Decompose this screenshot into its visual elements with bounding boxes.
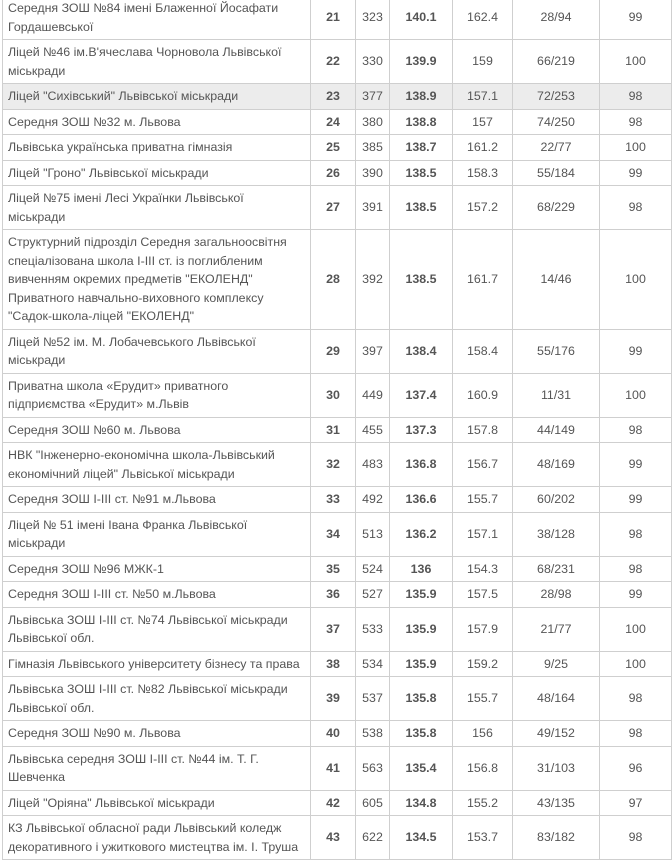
school-name-cell: Ліцей "Гроно" Львівської міськради bbox=[3, 160, 311, 186]
table-row bbox=[3, 816, 672, 860]
place-cell: 323 bbox=[356, 0, 390, 40]
school-name-cell: Гімназія Львівського університету бізнесу та права bbox=[3, 651, 311, 677]
score-cell: 137.4 bbox=[390, 373, 453, 417]
score-cell: 140.1 bbox=[390, 0, 453, 40]
ratio-cell: 22/77 bbox=[513, 135, 600, 161]
table-row bbox=[3, 607, 672, 651]
percent-cell: 98 bbox=[600, 816, 672, 860]
school-name-cell: Ліцей № 51 імені Івана Франка Львівської міськради bbox=[3, 512, 311, 556]
percent-cell: 99 bbox=[600, 329, 672, 373]
school-name-cell: Середня ЗОШ №32 м. Львова bbox=[3, 109, 311, 135]
school-name-cell: Середня ЗОШ №84 імені Блаженної Йосафати Гордашевської bbox=[3, 0, 311, 40]
percent-cell: 98 bbox=[600, 512, 672, 556]
place-cell: 605 bbox=[356, 790, 390, 816]
percent-cell: 100 bbox=[600, 651, 672, 677]
score-cell: 136.6 bbox=[390, 487, 453, 513]
percent-cell: 98 bbox=[600, 109, 672, 135]
school-name-cell: Ліцей "Оріяна" Львівської міськради bbox=[3, 790, 311, 816]
score-cell: 135.9 bbox=[390, 582, 453, 608]
table-row bbox=[3, 230, 672, 330]
rank-cell: 32 bbox=[311, 443, 356, 487]
percent-cell: 98 bbox=[600, 556, 672, 582]
percent-cell: 99 bbox=[600, 160, 672, 186]
ratio-cell: 38/128 bbox=[513, 512, 600, 556]
rank-cell: 43 bbox=[311, 816, 356, 860]
percent-cell: 98 bbox=[600, 677, 672, 721]
ratio-cell: 31/103 bbox=[513, 746, 600, 790]
school-name-cell: Середня ЗОШ І-ІІІ ст. №50 м.Львова bbox=[3, 582, 311, 608]
place-cell: 330 bbox=[356, 40, 390, 84]
school-name-cell: Львівська ЗОШ І-ІІІ ст. №82 Львівської міськради Львівської обл. bbox=[3, 677, 311, 721]
school-name-cell: Середня ЗОШ І-ІІІ ст. №91 м.Львова bbox=[3, 487, 311, 513]
max-score-cell: 157 bbox=[453, 109, 513, 135]
place-cell: 527 bbox=[356, 582, 390, 608]
place-cell: 538 bbox=[356, 721, 390, 747]
ratio-cell: 49/152 bbox=[513, 721, 600, 747]
max-score-cell: 153.7 bbox=[453, 816, 513, 860]
school-name-cell: Ліцей №75 імені Лесі Українки Львівської міськради bbox=[3, 186, 311, 230]
rank-cell: 35 bbox=[311, 556, 356, 582]
max-score-cell: 157.1 bbox=[453, 84, 513, 110]
score-cell: 134.8 bbox=[390, 790, 453, 816]
score-cell: 136 bbox=[390, 556, 453, 582]
score-cell: 135.8 bbox=[390, 721, 453, 747]
score-cell: 138.4 bbox=[390, 329, 453, 373]
table-row bbox=[3, 160, 672, 186]
rank-cell: 24 bbox=[311, 109, 356, 135]
school-name-cell: Ліцей №52 ім. М. Лобачевського Львівської міськради bbox=[3, 329, 311, 373]
table-row bbox=[3, 721, 672, 747]
percent-cell: 100 bbox=[600, 230, 672, 330]
max-score-cell: 157.5 bbox=[453, 582, 513, 608]
ratio-cell: 68/229 bbox=[513, 186, 600, 230]
ratio-cell: 48/169 bbox=[513, 443, 600, 487]
ratio-cell: 60/202 bbox=[513, 487, 600, 513]
max-score-cell: 154.3 bbox=[453, 556, 513, 582]
place-cell: 390 bbox=[356, 160, 390, 186]
place-cell: 492 bbox=[356, 487, 390, 513]
percent-cell: 100 bbox=[600, 40, 672, 84]
place-cell: 449 bbox=[356, 373, 390, 417]
ratio-cell: 68/231 bbox=[513, 556, 600, 582]
percent-cell: 100 bbox=[600, 373, 672, 417]
max-score-cell: 162.4 bbox=[453, 0, 513, 40]
rank-cell: 29 bbox=[311, 329, 356, 373]
ratio-cell: 28/98 bbox=[513, 582, 600, 608]
school-name-cell: Структурний підрозділ Середня загальноосвітня спеціалізована школа І-ІІІ ст. із поглибленим вивченням окремих предметів "ЕКОЛЕНД" Приватного навчально-виховного комплексу "Садок-школа-ліцей "ЕКОЛЕНД" bbox=[3, 230, 311, 330]
school-name-cell: Середня ЗОШ №96 МЖК-1 bbox=[3, 556, 311, 582]
table-row bbox=[3, 373, 672, 417]
table-row bbox=[3, 135, 672, 161]
ratio-cell: 66/219 bbox=[513, 40, 600, 84]
score-cell: 135.8 bbox=[390, 677, 453, 721]
percent-cell: 99 bbox=[600, 443, 672, 487]
max-score-cell: 161.7 bbox=[453, 230, 513, 330]
score-cell: 134.5 bbox=[390, 816, 453, 860]
max-score-cell: 157.9 bbox=[453, 607, 513, 651]
rank-cell: 42 bbox=[311, 790, 356, 816]
max-score-cell: 156 bbox=[453, 721, 513, 747]
rank-cell: 28 bbox=[311, 230, 356, 330]
ratio-cell: 14/46 bbox=[513, 230, 600, 330]
score-cell: 136.8 bbox=[390, 443, 453, 487]
place-cell: 377 bbox=[356, 84, 390, 110]
place-cell: 513 bbox=[356, 512, 390, 556]
place-cell: 397 bbox=[356, 329, 390, 373]
place-cell: 622 bbox=[356, 816, 390, 860]
score-cell: 137.3 bbox=[390, 417, 453, 443]
max-score-cell: 158.3 bbox=[453, 160, 513, 186]
school-name-cell: КЗ Львівської обласної ради Львівський коледж декоративного і ужиткового мистецтва ім. І. Труша bbox=[3, 816, 311, 860]
table-row bbox=[3, 417, 672, 443]
school-name-cell: НВК "Інженерно-економічна школа-Львівський економічний ліцей" Львіської міськради bbox=[3, 443, 311, 487]
ratio-cell: 43/135 bbox=[513, 790, 600, 816]
ratio-cell: 72/253 bbox=[513, 84, 600, 110]
percent-cell: 100 bbox=[600, 607, 672, 651]
percent-cell: 98 bbox=[600, 721, 672, 747]
score-cell: 139.9 bbox=[390, 40, 453, 84]
max-score-cell: 156.8 bbox=[453, 746, 513, 790]
score-cell: 135.4 bbox=[390, 746, 453, 790]
rank-cell: 25 bbox=[311, 135, 356, 161]
max-score-cell: 157.8 bbox=[453, 417, 513, 443]
rank-cell: 41 bbox=[311, 746, 356, 790]
school-name-cell: Середня ЗОШ №90 м. Львова bbox=[3, 721, 311, 747]
place-cell: 563 bbox=[356, 746, 390, 790]
max-score-cell: 157.2 bbox=[453, 186, 513, 230]
score-cell: 138.8 bbox=[390, 109, 453, 135]
ratio-cell: 74/250 bbox=[513, 109, 600, 135]
max-score-cell: 159.2 bbox=[453, 651, 513, 677]
rank-cell: 36 bbox=[311, 582, 356, 608]
max-score-cell: 159 bbox=[453, 40, 513, 84]
rank-cell: 33 bbox=[311, 487, 356, 513]
percent-cell: 100 bbox=[600, 135, 672, 161]
table-row bbox=[3, 746, 672, 790]
rank-cell: 31 bbox=[311, 417, 356, 443]
percent-cell: 98 bbox=[600, 186, 672, 230]
table-row bbox=[3, 186, 672, 230]
place-cell: 534 bbox=[356, 651, 390, 677]
max-score-cell: 155.7 bbox=[453, 677, 513, 721]
rank-cell: 39 bbox=[311, 677, 356, 721]
school-ranking-table bbox=[2, 0, 672, 860]
place-cell: 483 bbox=[356, 443, 390, 487]
school-name-cell: Середня ЗОШ №60 м. Львова bbox=[3, 417, 311, 443]
table-row bbox=[3, 790, 672, 816]
ratio-cell: 9/25 bbox=[513, 651, 600, 677]
place-cell: 385 bbox=[356, 135, 390, 161]
ratio-cell: 28/94 bbox=[513, 0, 600, 40]
score-cell: 138.5 bbox=[390, 186, 453, 230]
place-cell: 392 bbox=[356, 230, 390, 330]
table-row bbox=[3, 329, 672, 373]
table-row bbox=[3, 84, 672, 110]
place-cell: 380 bbox=[356, 109, 390, 135]
table-body bbox=[3, 0, 672, 860]
school-name-cell: Ліцей №46 ім.В'ячеслава Чорновола Львівської міськради bbox=[3, 40, 311, 84]
table-row bbox=[3, 40, 672, 84]
rank-cell: 26 bbox=[311, 160, 356, 186]
rank-cell: 23 bbox=[311, 84, 356, 110]
place-cell: 537 bbox=[356, 677, 390, 721]
ratio-cell: 55/184 bbox=[513, 160, 600, 186]
max-score-cell: 161.2 bbox=[453, 135, 513, 161]
percent-cell: 98 bbox=[600, 84, 672, 110]
place-cell: 524 bbox=[356, 556, 390, 582]
table-row bbox=[3, 109, 672, 135]
rank-cell: 37 bbox=[311, 607, 356, 651]
table-row bbox=[3, 512, 672, 556]
score-cell: 138.5 bbox=[390, 160, 453, 186]
score-cell: 138.5 bbox=[390, 230, 453, 330]
school-name-cell: Львівська українська приватна гімназія bbox=[3, 135, 311, 161]
rank-cell: 21 bbox=[311, 0, 356, 40]
score-cell: 138.7 bbox=[390, 135, 453, 161]
rank-cell: 38 bbox=[311, 651, 356, 677]
ratio-cell: 55/176 bbox=[513, 329, 600, 373]
table-row bbox=[3, 651, 672, 677]
percent-cell: 97 bbox=[600, 790, 672, 816]
percent-cell: 99 bbox=[600, 0, 672, 40]
ratio-cell: 21/77 bbox=[513, 607, 600, 651]
school-name-cell: Львівська ЗОШ І-ІІІ ст. №74 Львівської міськради Львівської обл. bbox=[3, 607, 311, 651]
school-name-cell: Приватна школа «Ерудит» приватного підприємства «Ерудит» м.Львів bbox=[3, 373, 311, 417]
table-row bbox=[3, 677, 672, 721]
score-cell: 135.9 bbox=[390, 607, 453, 651]
max-score-cell: 160.9 bbox=[453, 373, 513, 417]
table-row bbox=[3, 556, 672, 582]
table-row bbox=[3, 487, 672, 513]
rank-cell: 27 bbox=[311, 186, 356, 230]
ratio-cell: 11/31 bbox=[513, 373, 600, 417]
max-score-cell: 156.7 bbox=[453, 443, 513, 487]
percent-cell: 98 bbox=[600, 417, 672, 443]
table-row bbox=[3, 582, 672, 608]
school-name-cell: Ліцей "Сихівський" Львівської міськради bbox=[3, 84, 311, 110]
score-cell: 135.9 bbox=[390, 651, 453, 677]
school-name-cell: Львівська середня ЗОШ І-ІІІ ст. №44 ім. Т. Г. Шевченка bbox=[3, 746, 311, 790]
score-cell: 138.9 bbox=[390, 84, 453, 110]
rank-cell: 40 bbox=[311, 721, 356, 747]
table-row bbox=[3, 0, 672, 40]
rank-cell: 30 bbox=[311, 373, 356, 417]
ratio-cell: 83/182 bbox=[513, 816, 600, 860]
rank-cell: 34 bbox=[311, 512, 356, 556]
score-cell: 136.2 bbox=[390, 512, 453, 556]
place-cell: 455 bbox=[356, 417, 390, 443]
max-score-cell: 158.4 bbox=[453, 329, 513, 373]
ratio-cell: 48/164 bbox=[513, 677, 600, 721]
place-cell: 533 bbox=[356, 607, 390, 651]
percent-cell: 96 bbox=[600, 746, 672, 790]
percent-cell: 99 bbox=[600, 487, 672, 513]
ratio-cell: 44/149 bbox=[513, 417, 600, 443]
max-score-cell: 155.7 bbox=[453, 487, 513, 513]
max-score-cell: 155.2 bbox=[453, 790, 513, 816]
place-cell: 391 bbox=[356, 186, 390, 230]
rank-cell: 22 bbox=[311, 40, 356, 84]
table-row bbox=[3, 443, 672, 487]
percent-cell: 99 bbox=[600, 582, 672, 608]
ranking-table-container bbox=[2, 0, 671, 860]
max-score-cell: 157.1 bbox=[453, 512, 513, 556]
